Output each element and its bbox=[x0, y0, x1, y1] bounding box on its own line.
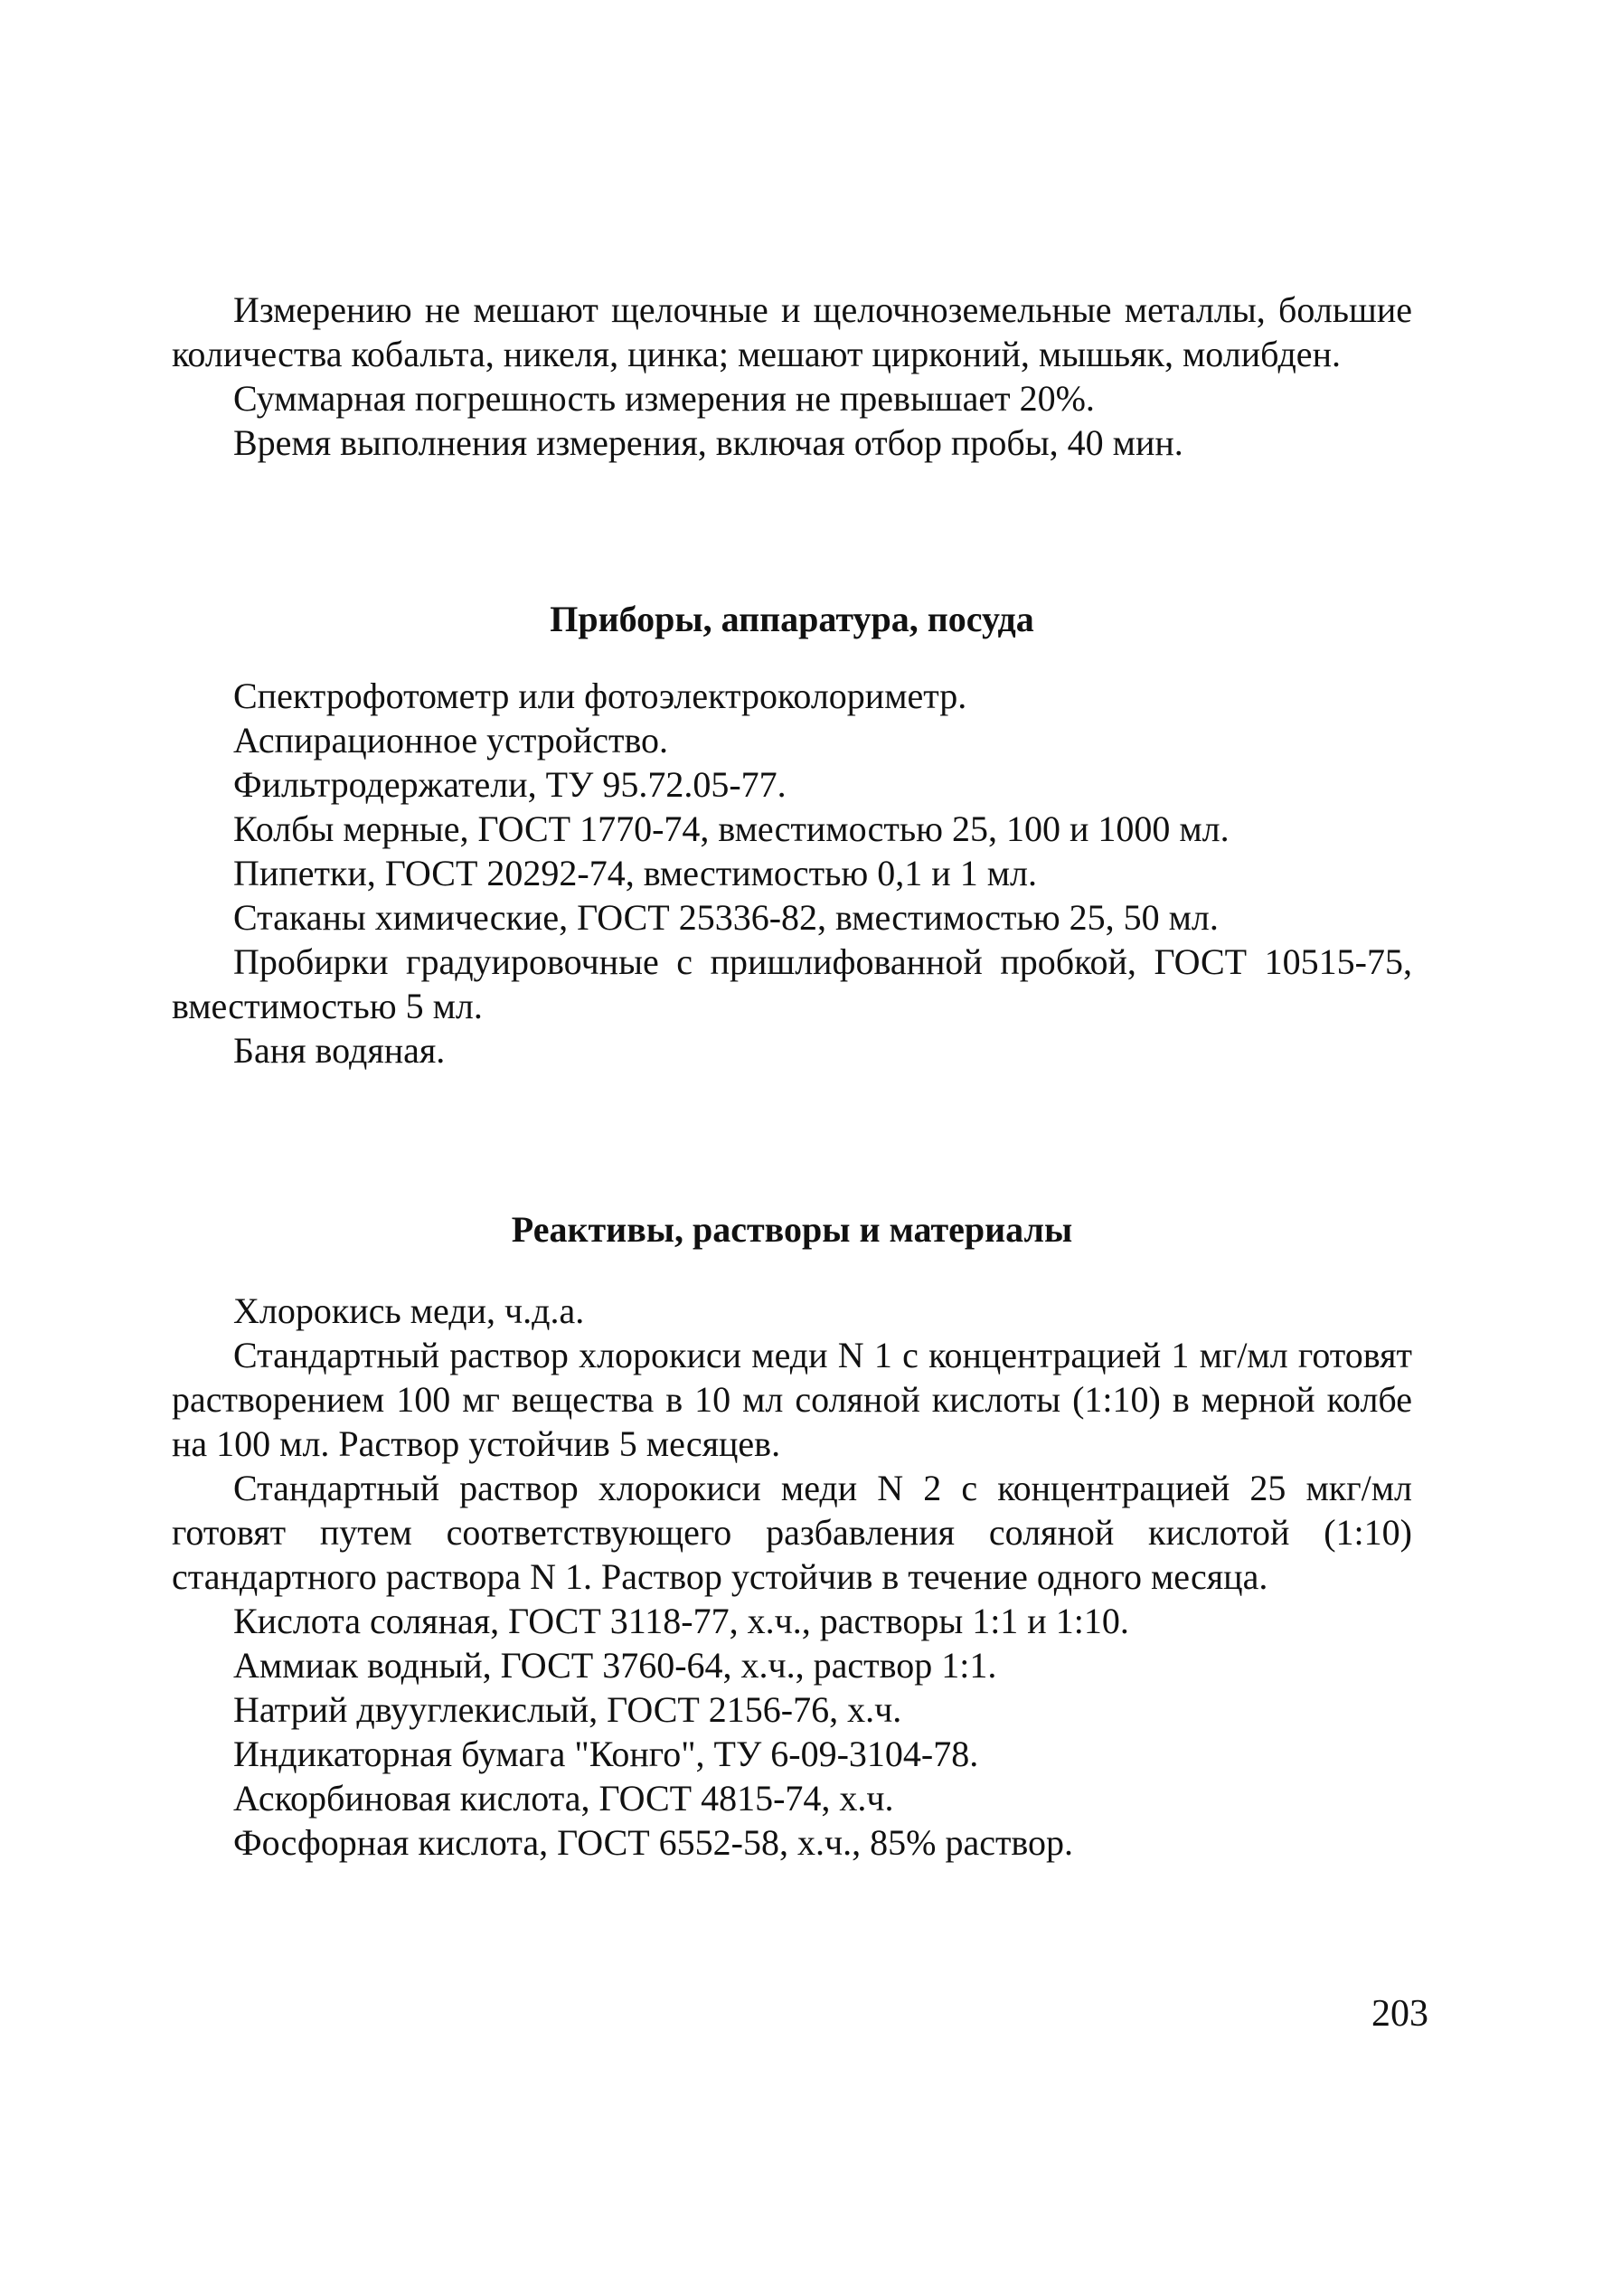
list-item: Аскорбиновая кислота, ГОСТ 4815-74, х.ч. bbox=[233, 1778, 894, 1819]
list-item: Индикаторная бумага "Конго", ТУ 6-09-3104-78. bbox=[233, 1734, 979, 1774]
intro-paragraph-interferences: Измерению не мешают щелочные и щелочноземельные металлы, большие количества кобальта, никеля, цинка; мешают цирконий, мышьяк, молибден. bbox=[172, 289, 1412, 374]
intro-paragraph-error: Суммарная погрешность измерения не превышает 20%. bbox=[233, 378, 1095, 419]
intro-paragraph-duration: Время выполнения измерения, включая отбор пробы, 40 мин. bbox=[233, 422, 1183, 463]
section-heading-reagents: Реактивы, растворы и материалы bbox=[511, 1209, 1073, 1250]
instruments-list bbox=[172, 674, 1412, 1072]
list-item: Фосфорная кислота, ГОСТ 6552-58, х.ч., 85% раствор. bbox=[233, 1822, 1074, 1863]
list-item: Аспирационное устройство. bbox=[233, 720, 669, 761]
list-item: Спектрофотометр или фотоэлектроколориметр. bbox=[233, 676, 967, 716]
list-item: Пипетки, ГОСТ 20292-74, вместимостью 0,1 и 1 мл. bbox=[233, 853, 1037, 893]
list-item: Пробирки градуировочные с пришлифованной пробкой, ГОСТ 10515-75, вместимостью 5 мл. bbox=[172, 941, 1412, 1026]
list-item: Стаканы химические, ГОСТ 25336-82, вместимостью 25, 50 мл. bbox=[233, 897, 1219, 938]
list-item: Натрий двууглекислый, ГОСТ 2156-76, х.ч. bbox=[233, 1689, 902, 1730]
list-item: Колбы мерные, ГОСТ 1770-74, вместимостью 25, 100 и 1000 мл. bbox=[233, 808, 1230, 849]
intro-text bbox=[172, 288, 1412, 465]
reagents-list bbox=[172, 1289, 1412, 1865]
section-heading-instruments: Приборы, аппаратура, посуда bbox=[550, 599, 1034, 639]
list-item: Стандартный раствор хлорокиси меди N 1 с концентрацией 1 мг/мл готовят растворением 100 мг вещества в 10 мл соляной кислоты (1:10) в мерной колбе на 100 мл. Раствор устойчив 5 месяцев. bbox=[172, 1335, 1412, 1464]
list-item: Стандартный раствор хлорокиси меди N 2 с концентрацией 25 мкг/мл готовят путем соответствующего разбавления соляной кислотой (1:10) стандартного раствора N 1. Раствор устойчив в течение одного месяца. bbox=[172, 1468, 1412, 1597]
page-number: 203 bbox=[1371, 1993, 1428, 2035]
list-item: Фильтродержатели, ТУ 95.72.05-77. bbox=[233, 764, 787, 805]
list-item: Аммиак водный, ГОСТ 3760-64, х.ч., раствор 1:1. bbox=[233, 1645, 997, 1686]
list-item: Баня водяная. bbox=[233, 1030, 446, 1071]
list-item: Хлорокись меди, ч.д.а. bbox=[233, 1290, 585, 1331]
list-item: Кислота соляная, ГОСТ 3118-77, х.ч., растворы 1:1 и 1:10. bbox=[233, 1601, 1129, 1641]
